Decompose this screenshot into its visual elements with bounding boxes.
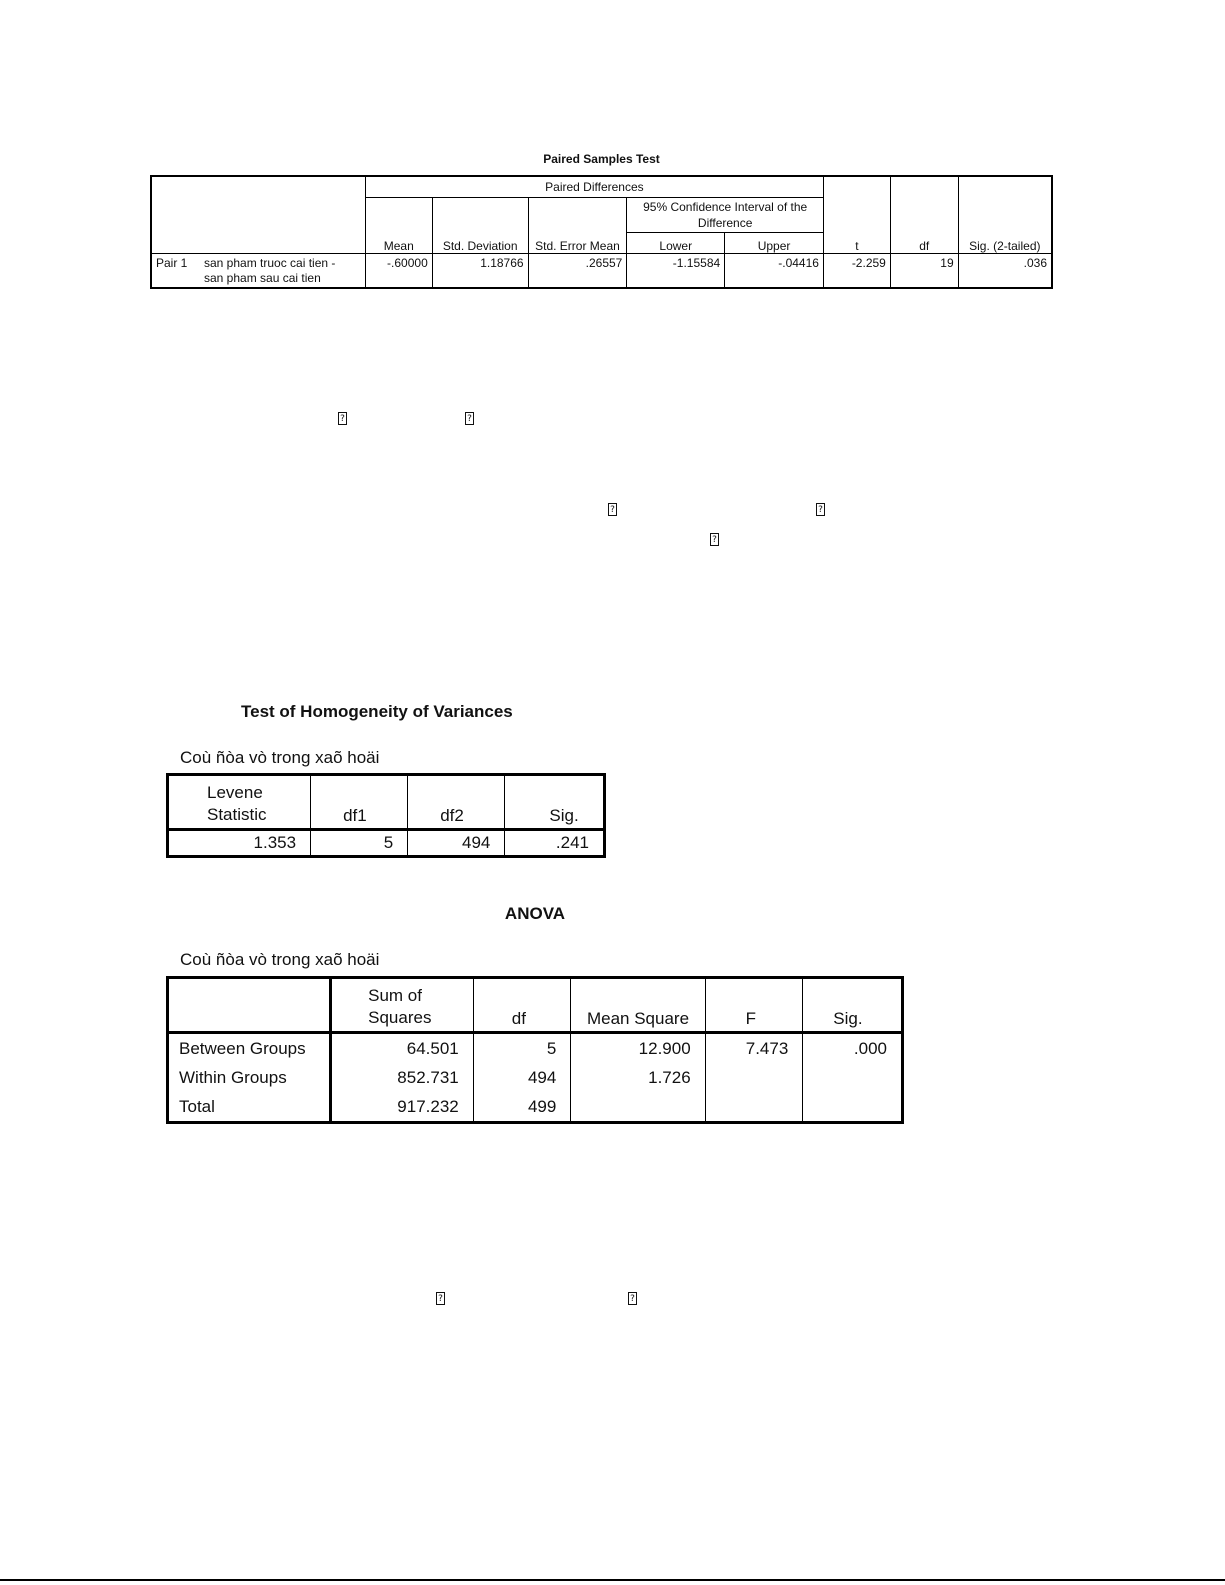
row-label: Between Groups xyxy=(168,1033,331,1064)
pair-label-line1: san pham truoc cai tien - xyxy=(204,256,336,270)
cell-ms xyxy=(571,1092,705,1123)
col-header-ms: Mean Square xyxy=(571,978,705,1033)
anova-title: ANOVA xyxy=(504,904,566,923)
paired-test-title: Paired Samples Test xyxy=(543,152,660,166)
levene-table xyxy=(166,773,606,858)
col-header-std-dev: Std. Deviation xyxy=(432,198,528,254)
col-header-sig: Sig. (2-tailed) xyxy=(958,176,1052,254)
col-header-levene xyxy=(168,775,311,830)
row-label: Total xyxy=(168,1092,331,1123)
cell-sig: .241 xyxy=(505,830,605,857)
col-header-upper: Upper xyxy=(725,233,824,254)
cell-std-err: .26557 xyxy=(528,254,627,288)
stub-header xyxy=(151,176,365,254)
ss-header-line1: Sum of xyxy=(368,986,422,1005)
cell-levene-stat: 1.353 xyxy=(168,830,311,857)
table-row xyxy=(151,254,1052,288)
cell-df: 19 xyxy=(890,254,958,288)
paired-differences-header: Paired Differences xyxy=(365,176,823,198)
levene-header-line1: Levene xyxy=(207,783,263,802)
cell-sig: .036 xyxy=(958,254,1052,288)
cell-upper: -.04416 xyxy=(725,254,824,288)
col-header-mean: Mean xyxy=(365,198,432,254)
cell-f xyxy=(705,1092,803,1123)
cell-mean: -.60000 xyxy=(365,254,432,288)
cell-t: -2.259 xyxy=(823,254,890,288)
anova-subtitle: Coù ñòa vò trong xaõ hoäi xyxy=(180,950,380,969)
missing-symbol-icon: ? xyxy=(628,1292,637,1305)
col-header-f: F xyxy=(705,978,803,1033)
missing-symbol-icon: ? xyxy=(816,503,825,516)
missing-symbol-icon: ? xyxy=(608,503,617,516)
levene-title: Test of Homogeneity of Variances xyxy=(241,702,513,721)
col-header-df: df xyxy=(473,978,571,1033)
col-header-df1: df1 xyxy=(311,775,408,830)
pair-id: Pair 1 xyxy=(156,256,188,270)
levene-subtitle: Coù ñòa vò trong xaõ hoäi xyxy=(180,748,380,767)
cell-sig: .000 xyxy=(803,1033,903,1064)
cell-df2: 494 xyxy=(408,830,505,857)
missing-symbol-icon: ? xyxy=(465,412,474,425)
cell-f xyxy=(705,1063,803,1092)
cell-std-dev: 1.18766 xyxy=(432,254,528,288)
cell-df: 5 xyxy=(473,1033,571,1064)
row-label: Within Groups xyxy=(168,1063,331,1092)
col-header-sig: Sig. xyxy=(803,978,903,1033)
cell-ms: 1.726 xyxy=(571,1063,705,1092)
col-header-lower: Lower xyxy=(627,233,725,254)
cell-df: 499 xyxy=(473,1092,571,1123)
cell-df: 494 xyxy=(473,1063,571,1092)
missing-symbol-icon: ? xyxy=(436,1292,445,1305)
anova-table xyxy=(166,976,904,1124)
cell-f: 7.473 xyxy=(705,1033,803,1064)
stub-header xyxy=(168,978,331,1033)
col-header-sig: Sig. xyxy=(505,775,605,830)
col-header-ss xyxy=(331,978,474,1033)
cell-sig xyxy=(803,1063,903,1092)
pair-label-line2: san pham sau cai tien xyxy=(204,271,321,285)
cell-sig xyxy=(803,1092,903,1123)
table-row xyxy=(168,1063,903,1092)
cell-ss: 852.731 xyxy=(331,1063,474,1092)
cell-ss: 64.501 xyxy=(331,1033,474,1064)
table-row xyxy=(168,830,605,857)
col-header-std-err: Std. Error Mean xyxy=(528,198,627,254)
ss-header-line2: Squares xyxy=(368,1008,432,1027)
col-header-df2: df2 xyxy=(408,775,505,830)
col-header-df: df xyxy=(890,176,958,254)
col-header-t: t xyxy=(823,176,890,254)
table-row xyxy=(168,1033,903,1064)
missing-symbol-icon: ? xyxy=(338,412,347,425)
paired-samples-table xyxy=(150,175,1053,289)
cell-lower: -1.15584 xyxy=(627,254,725,288)
page-bottom-rule xyxy=(0,1579,1225,1581)
missing-symbol-icon: ? xyxy=(710,533,719,546)
cell-ms: 12.900 xyxy=(571,1033,705,1064)
pair-label-cell xyxy=(151,254,365,288)
ci-header: 95% Confidence Interval of the Difference xyxy=(627,198,824,233)
table-row xyxy=(168,1092,903,1123)
cell-df1: 5 xyxy=(311,830,408,857)
levene-header-line2: Statistic xyxy=(207,805,267,824)
cell-ss: 917.232 xyxy=(331,1092,474,1123)
